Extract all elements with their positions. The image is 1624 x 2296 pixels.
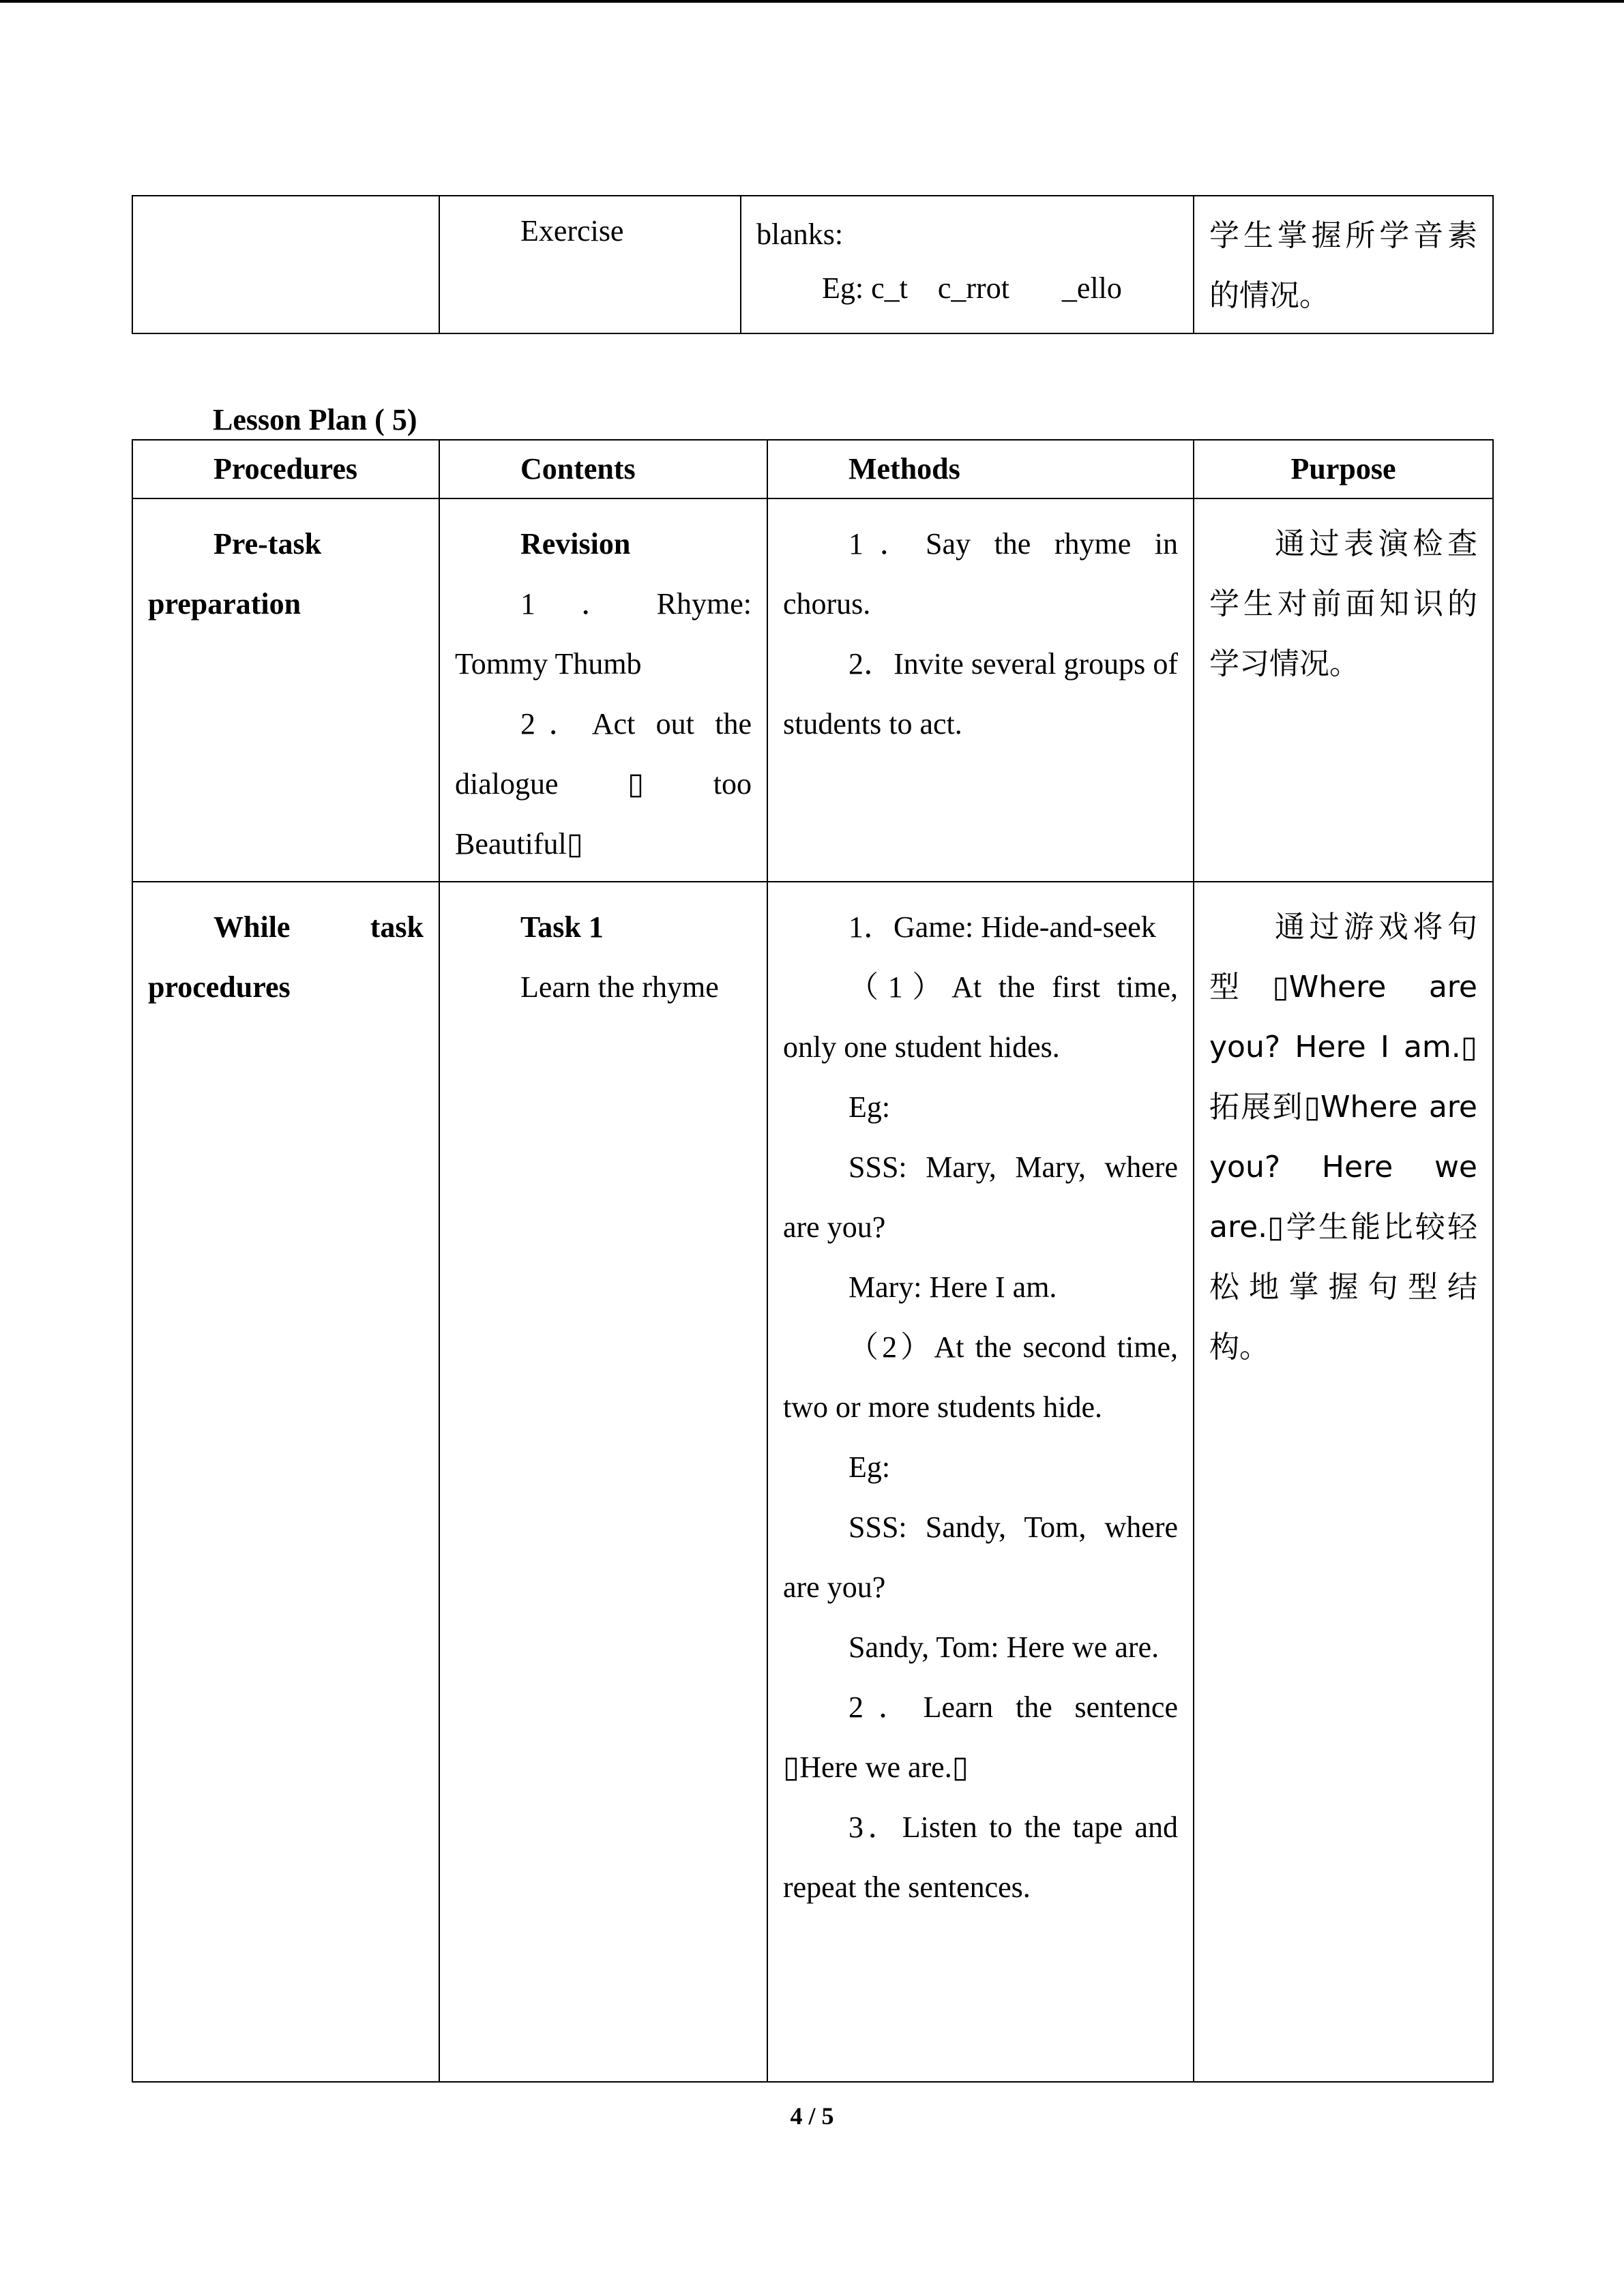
procedure-label: Pre-task preparation bbox=[148, 527, 322, 621]
contents-line: 1．Rhyme: Tommy Thumb bbox=[455, 587, 752, 681]
header-contents: Contents bbox=[520, 452, 636, 486]
table-header-row bbox=[132, 440, 1493, 498]
contents-heading: Revision bbox=[520, 527, 631, 561]
page-number: 4 / 5 bbox=[790, 2102, 834, 2130]
header-procedures: Procedures bbox=[213, 452, 357, 486]
contents-exercise: Exercise bbox=[520, 214, 624, 248]
procedure-cell bbox=[132, 882, 439, 2082]
methods-line: （1）At the first time, only one student hides. bbox=[783, 970, 1178, 1064]
lesson-plan-title: Lesson Plan ( 5) bbox=[213, 403, 417, 436]
methods-line: Sandy, Tom: Here we are. bbox=[848, 1630, 1160, 1664]
purpose-text: 学生掌握所学音素的情况。 bbox=[1209, 218, 1477, 313]
purpose-cell bbox=[1194, 882, 1493, 2082]
methods-line: Mary: Here I am. bbox=[848, 1270, 1057, 1304]
lesson-plan-table bbox=[132, 439, 1494, 2083]
contents-heading: Task 1 bbox=[520, 910, 604, 944]
methods-line: 1．Say the rhyme in chorus. bbox=[783, 527, 1178, 621]
purpose-cell bbox=[1194, 196, 1493, 333]
methods-line: Eg: c_t c_rrot _ello bbox=[822, 271, 1122, 305]
methods-line: SSS: Sandy, Tom, where are you? bbox=[783, 1510, 1178, 1604]
methods-cell bbox=[741, 196, 1194, 333]
contents-line: Learn the rhyme bbox=[520, 970, 719, 1004]
purpose-text: 通过游戏将句型▯Where are you? Here I am.▯ 拓展到▯Where are you? Here we are.▯学生能比较轻松地掌握句型结构。 bbox=[1209, 910, 1477, 1365]
methods-line: 1．Game: Hide-and-seek bbox=[848, 910, 1156, 944]
purpose-text: 通过表演检查学生对前面知识的学习情况。 bbox=[1209, 526, 1477, 681]
methods-line: 3．Listen to the tape and repeat the sentences. bbox=[783, 1810, 1178, 1904]
methods-line: （2）At the second time, two or more students hide. bbox=[783, 1330, 1178, 1424]
methods-cell bbox=[767, 882, 1194, 2082]
methods-line: Eg: bbox=[848, 1090, 891, 1124]
previous-lesson-table bbox=[132, 195, 1494, 334]
procedure-label: While task procedures bbox=[148, 910, 424, 1004]
methods-line: 2．Learn the sentence ▯Here we are.▯ bbox=[783, 1690, 1178, 1784]
contents-line: 2．Act out the dialogue ▯ too Beautiful▯ bbox=[455, 707, 752, 861]
methods-line: SSS: Mary, Mary, where are you? bbox=[783, 1150, 1178, 1244]
table-row bbox=[132, 882, 1493, 2082]
purpose-cell bbox=[1194, 498, 1493, 882]
procedure-cell bbox=[132, 498, 439, 882]
methods-cell bbox=[767, 498, 1194, 882]
table-row bbox=[132, 498, 1493, 882]
contents-cell bbox=[439, 196, 741, 333]
page-top-border bbox=[0, 0, 1624, 3]
header-methods: Methods bbox=[848, 452, 960, 486]
contents-cell bbox=[439, 882, 767, 2082]
contents-cell bbox=[439, 498, 767, 882]
methods-line: Eg: bbox=[848, 1450, 891, 1484]
procedure-cell bbox=[132, 196, 439, 333]
methods-line: 2．Invite several groups of students to act. bbox=[783, 647, 1178, 741]
header-purpose: Purpose bbox=[1290, 452, 1396, 486]
methods-line: blanks: bbox=[756, 218, 844, 251]
